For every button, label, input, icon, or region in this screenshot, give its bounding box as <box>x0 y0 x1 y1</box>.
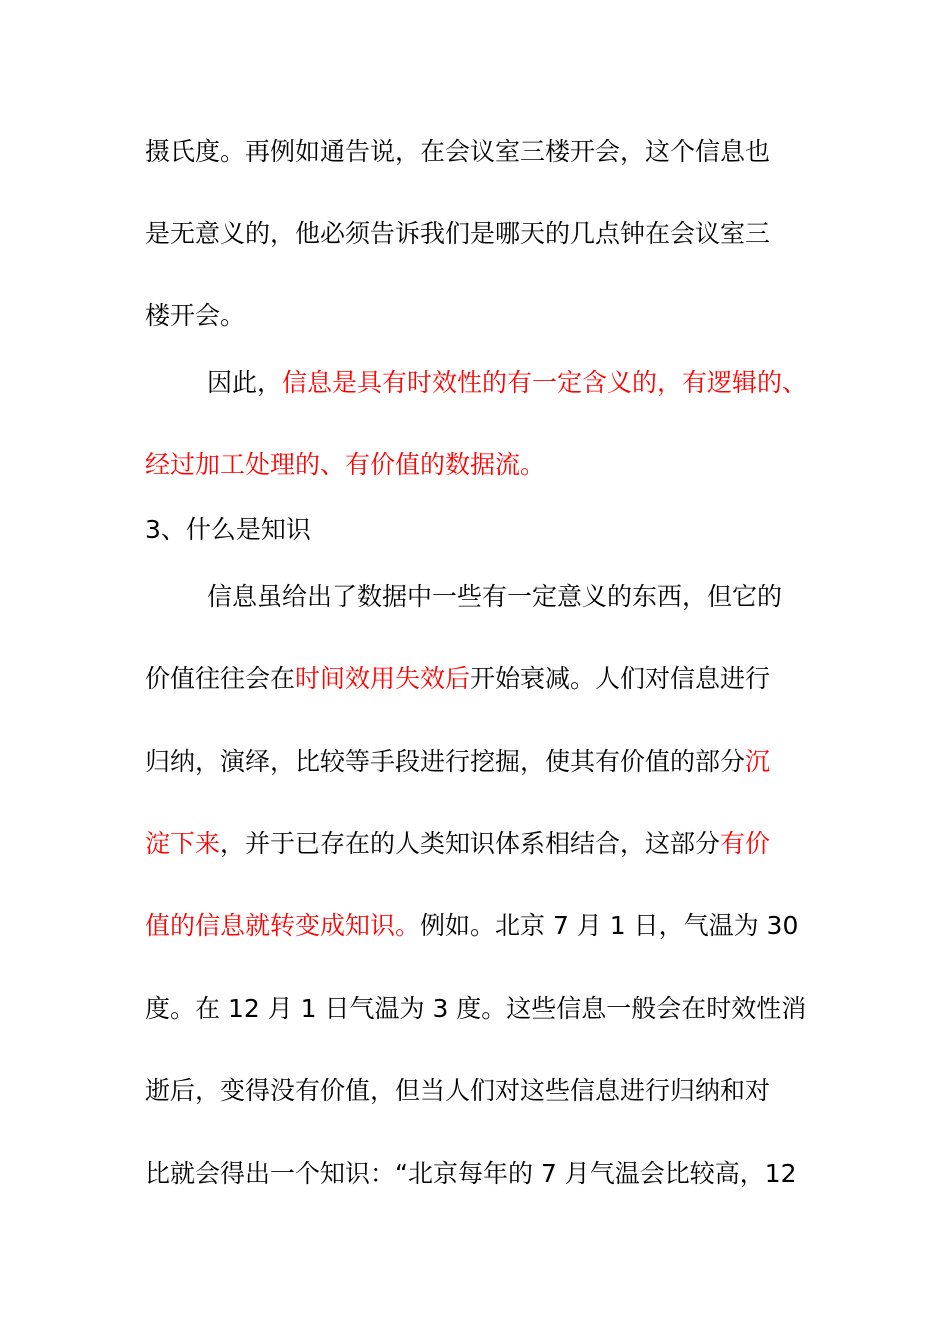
line-3 <box>145 300 825 332</box>
line-8 <box>145 663 825 695</box>
line-7 <box>207 581 887 613</box>
line-9 <box>145 746 825 778</box>
text-segment: 价值往往会在 <box>145 664 296 693</box>
text-segment: 逝后，变得没有价值，但当人们对这些信息进行归纳和对 <box>145 1076 771 1105</box>
line-12 <box>145 993 825 1025</box>
highlighted-text: 有价 <box>720 829 771 858</box>
section-heading <box>145 514 825 546</box>
text-segment: 信息虽给出了数据中一些有一定意义的东西，但它的 <box>207 582 783 611</box>
text-segment: 归纳，演绎，比较等手段进行挖掘，使其有价值的部分 <box>145 747 746 776</box>
highlighted-text: 时间效用失效后 <box>295 664 471 693</box>
line-13 <box>145 1075 825 1107</box>
highlighted-text: 淀下来 <box>145 829 221 858</box>
text-segment: 例如。北京 7 月 1 日，气温为 30 <box>420 911 799 940</box>
text-segment: 比就会得出一个知识：“北京每年的 7 月气温会比较高，12 <box>145 1159 797 1188</box>
highlighted-text: 经过加工处理的、有价值的数据流。 <box>145 450 546 479</box>
text-segment: 开始衰减。人们对信息进行 <box>470 664 771 693</box>
line-10 <box>145 828 825 860</box>
line-1 <box>145 136 825 168</box>
highlighted-text: 沉 <box>745 747 771 776</box>
text-segment: 楼开会。 <box>145 301 246 330</box>
line-5 <box>145 449 825 481</box>
line-2 <box>145 218 825 250</box>
line-4 <box>207 367 887 399</box>
line-11 <box>145 910 825 942</box>
text-segment: 摄氏度。再例如通告说，在会议室三楼开会，这个信息也 <box>145 137 771 166</box>
text-segment: 因此， <box>207 368 283 397</box>
text-segment: 度。在 12 月 1 日气温为 3 度。这些信息一般会在时效性消 <box>145 994 807 1023</box>
text-segment: ，并于已存在的人类知识体系相结合，这部分 <box>220 829 721 858</box>
highlighted-text: 信息是具有时效性的有一定含义的，有逻辑的、 <box>282 368 808 397</box>
heading-text: 3、什么是知识 <box>145 515 311 544</box>
line-14 <box>145 1158 825 1190</box>
text-segment: 是无意义的，他必须告诉我们是哪天的几点钟在会议室三 <box>145 219 771 248</box>
highlighted-text: 值的信息就转变成知识。 <box>145 911 421 940</box>
